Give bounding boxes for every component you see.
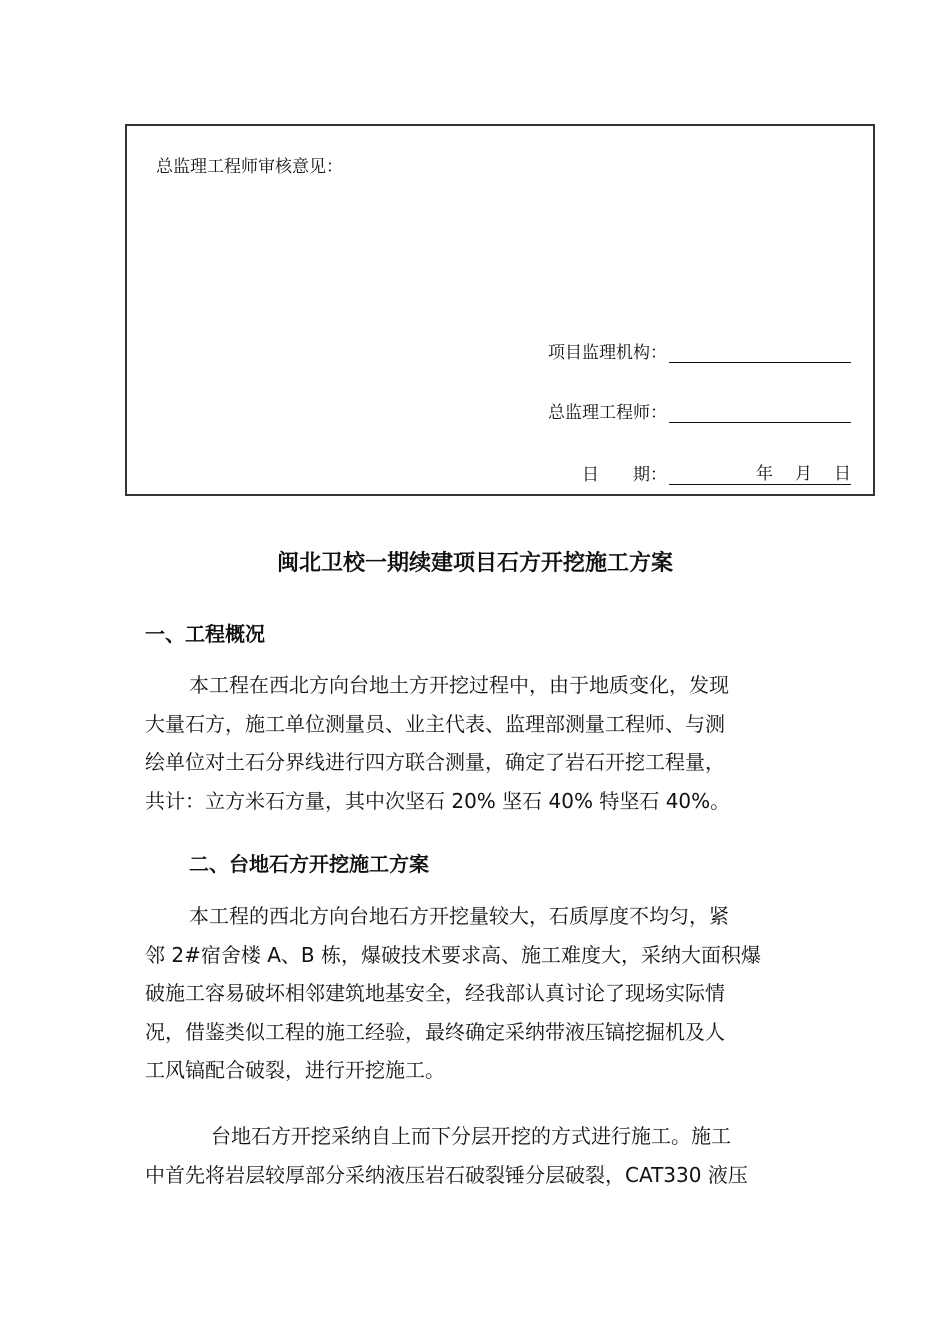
date-line	[582, 460, 851, 485]
text-line: 本工程的西北方向台地石方开挖量较大，石质厚度不均匀，紧	[189, 904, 729, 928]
text-line: 本工程在西北方向台地土方开挖过程中，由于地质变化，发现	[189, 673, 729, 697]
month-label: 月	[795, 464, 812, 484]
date-label: 日 期：	[582, 465, 667, 485]
text-line: 台地石方开挖采纳自上而下分层开挖的方式进行施工。施工	[211, 1124, 731, 1148]
text-line: 破施工容易破坏相邻建筑地基安全，经我部认真讨论了现场实际情	[145, 981, 725, 1005]
section1-heading: 一、工程概况	[145, 622, 265, 646]
text-line: 工风镐配合破裂，进行开挖施工。	[145, 1058, 445, 1082]
text-line: 邻 2#宿舍楼 A、B 栋，爆破技术要求高、施工难度大，采纳大面积爆	[145, 942, 761, 967]
engineer-label: 总监理工程师：	[548, 403, 667, 423]
section2-paragraph-2	[145, 1117, 813, 1194]
section2-paragraph-1	[145, 897, 813, 1090]
org-sign-line	[548, 338, 851, 363]
section2-heading: 二、台地石方开挖施工方案	[189, 852, 429, 876]
year-label: 年	[756, 464, 773, 484]
org-blank[interactable]	[669, 342, 851, 363]
review-box	[125, 124, 875, 496]
engineer-blank[interactable]	[669, 402, 851, 423]
engineer-sign-line	[548, 398, 851, 423]
org-label: 项目监理机构：	[548, 343, 667, 363]
text-line: 况，借鉴类似工程的施工经验，最终确定采纳带液压镐挖掘机及人	[145, 1019, 725, 1044]
day-label: 日	[834, 464, 851, 484]
text-line: 共计：立方米石方量，其中次坚石 20% 坚石 40% 特坚石 40%。	[145, 788, 731, 813]
text-line: 大量石方，施工单位测量员、业主代表、监理部测量工程师、与测	[145, 711, 725, 736]
date-blank[interactable]	[669, 462, 851, 485]
document-title: 闽北卫校一期续建项目石方开挖施工方案	[276, 551, 673, 576]
text-line: 中首先将岩层较厚部分采纳液压岩石破裂锤分层破裂，CAT330 液压	[145, 1162, 748, 1187]
review-title: 总监理工程师审核意见：	[156, 157, 343, 177]
text-line: 绘单位对土石分界线进行四方联合测量，确定了岩石开挖工程量，	[145, 750, 725, 774]
section1-paragraph	[145, 666, 813, 820]
